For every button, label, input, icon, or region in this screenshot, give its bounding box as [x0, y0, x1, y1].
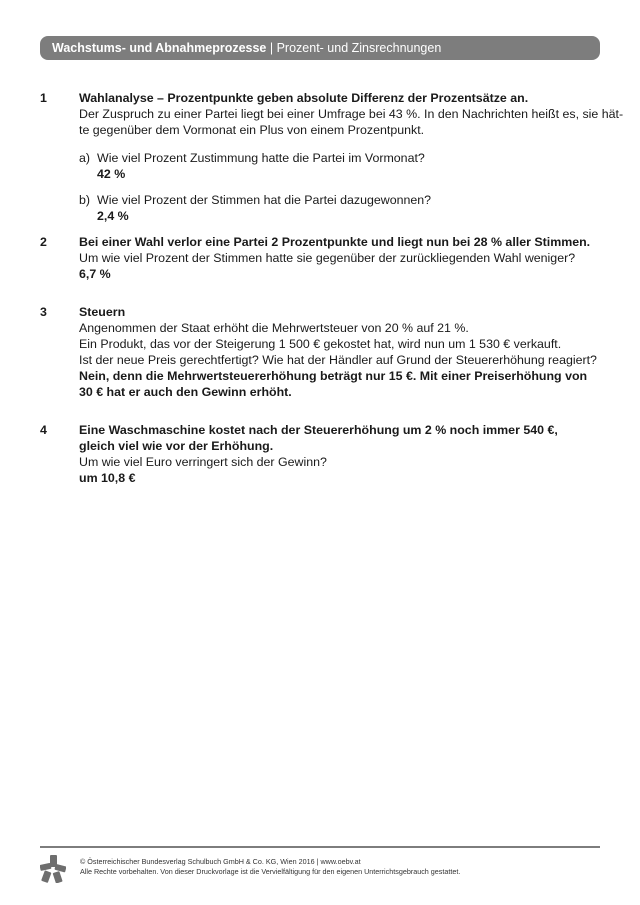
- task-answer-line: 30 € hat er auch den Gewinn erhöht.: [79, 385, 292, 399]
- task-text-line: Um wie viel Prozent der Stimmen hatte sie gegenüber der zurückliegenden Wahl weniger?: [79, 251, 576, 265]
- header-separator: |: [266, 41, 277, 55]
- task-heading: Wahlanalyse – Prozentpunkte geben absolute Differenz der Prozentsätze an.: [79, 91, 529, 105]
- subtask-b: [79, 192, 600, 224]
- footer-copyright: © Österreichischer Bundesverlag Schulbuch GmbH & Co. KG, Wien 2016 | www.oebv.at: [80, 857, 361, 866]
- subtask-question: Wie viel Prozent der Stimmen hat die Partei dazugewonnen?: [97, 193, 432, 207]
- subtask-question: Wie viel Prozent Zustimmung hatte die Partei im Vormonat?: [97, 151, 425, 165]
- task-number: 1: [40, 91, 47, 105]
- task-number: 3: [40, 305, 47, 319]
- task-text-line: Angenommen der Staat erhöht die Mehrwertsteuer von 20 % auf 21 %.: [79, 321, 469, 335]
- footer-text: [80, 857, 460, 877]
- header-title-regular: Prozent- und Zinsrechnungen: [276, 41, 442, 55]
- task-heading-line: gleich viel wie vor der Erhöhung.: [79, 439, 274, 453]
- footer-divider: [40, 846, 600, 848]
- subtask-answer: 2,4 %: [97, 209, 129, 223]
- task-text-line: Ein Produkt, das vor der Steigerung 1 500 € gekostet hat, wird nun um 1 530 € verkauft.: [79, 337, 562, 351]
- subtask-answer: 42 %: [97, 167, 126, 181]
- header-bar: [40, 36, 600, 60]
- task-text-line: Ist der neue Preis gerechtfertigt? Wie hat der Händler auf Grund der Steuererhöhung reagiert?: [79, 353, 597, 367]
- task-answer-line: Nein, denn die Mehrwertsteuererhöhung beträgt nur 15 €. Mit einer Preiserhöhung von: [79, 369, 588, 383]
- task-answer: um 10,8 €: [79, 471, 136, 485]
- task-heading: Steuern: [79, 305, 126, 319]
- subtask-label: a): [79, 151, 91, 165]
- footer-rights: Alle Rechte vorbehalten. Von dieser Druckvorlage ist die Vervielfältigung für den eigenen Unterrichtsgebrauch gestattet.: [80, 867, 461, 876]
- task-heading-line: Eine Waschmaschine kostet nach der Steuererhöhung um 2 % noch immer 540 €,: [79, 423, 558, 437]
- task-number: 2: [40, 235, 47, 249]
- oebv-logo-icon: [40, 855, 66, 883]
- task-text-line: Der Zuspruch zu einer Partei liegt bei einer Umfrage bei 43 %. In den Nachrichten heißt es, sie hät-: [79, 107, 624, 121]
- subtask-label: b): [79, 193, 91, 207]
- task-heading: Bei einer Wahl verlor eine Partei 2 Prozentpunkte und liegt nun bei 28 % aller Stimmen.: [79, 235, 591, 249]
- task-number: 4: [40, 423, 47, 437]
- task-text-line: te gegenüber dem Vormonat ein Plus von einem Prozentpunkt.: [79, 123, 425, 137]
- task-text-line: Um wie viel Euro verringert sich der Gewinn?: [79, 455, 327, 469]
- header-title-bold: Wachstums- und Abnahmeprozesse: [52, 41, 267, 55]
- task-answer: 6,7 %: [79, 267, 111, 281]
- subtask-a: [79, 150, 600, 182]
